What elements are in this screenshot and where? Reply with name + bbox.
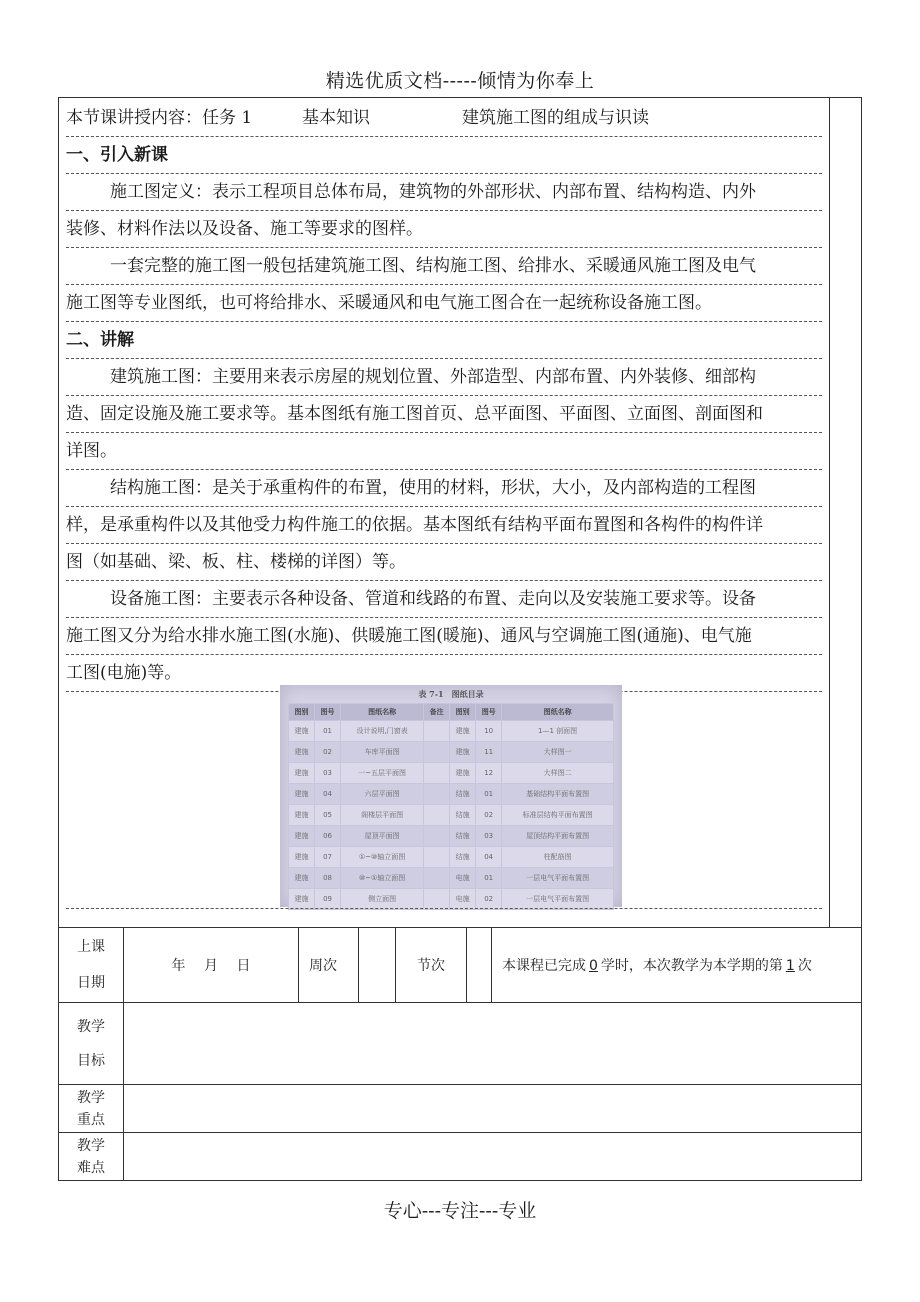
col-header: 图号	[476, 704, 502, 721]
table-cell: 02	[315, 742, 341, 763]
class-date-label-1: 上课	[77, 939, 105, 955]
table-cell: 一~五层平面图	[341, 763, 424, 784]
section-heading-intro: 一、引入新课	[66, 137, 822, 174]
col-header: 备注	[424, 704, 450, 721]
topic-section: 基本知识	[302, 108, 370, 128]
date-field: 年 月 日	[124, 928, 299, 1003]
teaching-difficulty-label	[59, 1133, 124, 1181]
week-label: 周次	[299, 928, 359, 1003]
table-cell: 建施	[289, 784, 315, 805]
week-value	[359, 928, 396, 1003]
page-footer: 专心---专注---专业	[383, 1200, 537, 1222]
teaching-key-label	[59, 1085, 124, 1133]
progress-prefix: 本课程已完成	[502, 958, 586, 974]
table-cell	[424, 826, 450, 847]
table-cell	[424, 721, 450, 742]
table-cell: 车库平面图	[341, 742, 424, 763]
table-row	[289, 784, 614, 805]
goal-label-1: 教学	[77, 1018, 105, 1035]
table-cell: 02	[476, 805, 502, 826]
table-cell: 10	[476, 721, 502, 742]
goal-label-2: 目标	[77, 1052, 105, 1069]
col-header: 图别	[289, 704, 315, 721]
table-cell: 结施	[450, 826, 476, 847]
drawing-list-table	[288, 703, 614, 910]
teaching-goal-field	[124, 1003, 862, 1085]
table-row	[289, 826, 614, 847]
table-cell: 柱配筋图	[502, 847, 614, 868]
table-cell: 大样图二	[502, 763, 614, 784]
col-header: 图别	[450, 704, 476, 721]
teaching-key-field	[124, 1085, 862, 1133]
table-cell: 1—1 剖面图	[502, 721, 614, 742]
class-date-label	[59, 928, 124, 1003]
frame-divider	[829, 97, 830, 927]
table-cell: 03	[476, 826, 502, 847]
table-row	[289, 763, 614, 784]
table-cell: 11	[476, 742, 502, 763]
page-header: 精选优质文档-----倾情为你奉上	[325, 70, 595, 92]
table-cell: 04	[315, 784, 341, 805]
paragraph-line: 设备施工图：主要表示各种设备、管道和线路的布置、走向以及安装施工要求等。设备	[66, 581, 822, 618]
table-row	[289, 868, 614, 889]
table-cell: 电施	[450, 868, 476, 889]
table-cell: 01	[476, 868, 502, 889]
paragraph-line: 建筑施工图：主要用来表示房屋的规划位置、外部造型、内部布置、内外装修、细部构	[66, 359, 822, 396]
table-cell: 03	[315, 763, 341, 784]
table-cell: 12	[476, 763, 502, 784]
diff-label-2: 难点	[77, 1159, 105, 1176]
table-cell: 屋顶平面图	[341, 826, 424, 847]
col-header: 图号	[315, 704, 341, 721]
table-cell: 设计说明,门窗表	[341, 721, 424, 742]
figure-divider	[66, 908, 822, 909]
table-cell: 电施	[450, 889, 476, 910]
paragraph-line: 图（如基础、梁、板、柱、楼梯的详图）等。	[66, 544, 822, 581]
paragraph-line: 施工图又分为给水排水施工图(水施)、供暖施工图(暖施)、通风与空调施工图(通施)、电气施	[66, 618, 822, 655]
teaching-goal-label	[59, 1003, 124, 1085]
table-cell: 阁楼层平面图	[341, 805, 424, 826]
progress-middle: 学时，本次教学为本学期的第	[600, 958, 783, 974]
drawing-list-title: 表 7-1 图纸目录	[418, 689, 484, 699]
topic-line	[66, 100, 822, 137]
topic-label: 本节课讲授内容：任务 1	[66, 108, 253, 128]
table-cell	[424, 742, 450, 763]
table-cell: 09	[315, 889, 341, 910]
table-cell: ①~⑩轴立面图	[341, 847, 424, 868]
table-cell: 建施	[450, 742, 476, 763]
table-cell: 01	[476, 784, 502, 805]
table-cell	[424, 889, 450, 910]
table-cell: 屋顶结构平面布置图	[502, 826, 614, 847]
paragraph-line: 装修、材料作法以及设备、施工等要求的图样。	[66, 211, 822, 248]
table-cell: 建施	[450, 763, 476, 784]
table-cell	[424, 763, 450, 784]
paragraph-line: 详图。	[66, 433, 822, 470]
lesson-content	[66, 100, 822, 692]
period-label: 节次	[396, 928, 467, 1003]
paragraph-line: 施工图定义：表示工程项目总体布局，建筑物的外部形状、内部布置、结构构造、内外	[66, 174, 822, 211]
key-label-1: 教学	[77, 1089, 105, 1106]
table-cell: ⑩~①轴立面图	[341, 868, 424, 889]
table-row	[289, 805, 614, 826]
paragraph-line: 样，是承重构件以及其他受力构件施工的依据。基本图纸有结构平面布置图和各构件的构件详	[66, 507, 822, 544]
period-value	[467, 928, 492, 1003]
table-cell: 建施	[289, 721, 315, 742]
table-cell: 08	[315, 868, 341, 889]
table-cell: 侧立面图	[341, 889, 424, 910]
drawing-list-body	[289, 721, 614, 910]
table-cell	[424, 805, 450, 826]
table-cell: 六层平面图	[341, 784, 424, 805]
table-cell: 建施	[289, 805, 315, 826]
table-cell: 06	[315, 826, 341, 847]
table-cell: 01	[315, 721, 341, 742]
topic-title: 建筑施工图的组成与识读	[462, 108, 649, 128]
table-cell: 07	[315, 847, 341, 868]
table-cell: 基础结构平面布置图	[502, 784, 614, 805]
progress-count: 1	[785, 958, 795, 974]
table-row	[289, 889, 614, 910]
progress-hours: 0	[589, 958, 598, 974]
section-heading-lecture: 二、讲解	[66, 322, 822, 359]
drawing-list-photo	[280, 685, 622, 907]
col-header: 图纸名称	[341, 704, 424, 721]
table-cell	[424, 868, 450, 889]
table-cell: 建施	[450, 721, 476, 742]
table-cell: 建施	[289, 889, 315, 910]
table-cell: 04	[476, 847, 502, 868]
paragraph-line: 一套完整的施工图一般包括建筑施工图、结构施工图、给排水、采暖通风施工图及电气	[66, 248, 822, 285]
table-cell: 建施	[289, 868, 315, 889]
table-row	[289, 721, 614, 742]
table-cell: 建施	[289, 742, 315, 763]
col-header: 图纸名称	[502, 704, 614, 721]
paragraph-line: 工图(电施)等。	[66, 655, 822, 692]
table-cell: 05	[315, 805, 341, 826]
key-label-2: 重点	[77, 1111, 105, 1128]
paragraph-line: 结构施工图：是关于承重构件的布置，使用的材料，形状，大小，及内部构造的工程图	[66, 470, 822, 507]
table-cell: 02	[476, 889, 502, 910]
table-cell: 结施	[450, 847, 476, 868]
table-cell	[424, 784, 450, 805]
progress-suffix: 次	[797, 958, 812, 974]
table-row	[289, 742, 614, 763]
class-date-label-2: 日期	[77, 975, 105, 991]
table-cell: 一层电气平面布置图	[502, 889, 614, 910]
table-cell: 标准层结构平面布置图	[502, 805, 614, 826]
table-cell: 建施	[289, 847, 315, 868]
table-cell: 一层电气平面布置图	[502, 868, 614, 889]
lesson-info-table	[58, 927, 862, 1181]
table-row	[289, 847, 614, 868]
diff-label-1: 教学	[77, 1137, 105, 1154]
table-cell: 建施	[289, 826, 315, 847]
teaching-difficulty-field	[124, 1133, 862, 1181]
table-cell: 结施	[450, 784, 476, 805]
table-cell	[424, 847, 450, 868]
table-cell: 结施	[450, 805, 476, 826]
table-cell: 大样图一	[502, 742, 614, 763]
paragraph-line: 造、固定设施及施工要求等。基本图纸有施工图首页、总平面图、平面图、立面图、剖面图和	[66, 396, 822, 433]
progress-text	[492, 928, 862, 1003]
paragraph-line: 施工图等专业图纸，也可将给排水、采暖通风和电气施工图合在一起统称设备施工图。	[66, 285, 822, 322]
table-cell: 建施	[289, 763, 315, 784]
